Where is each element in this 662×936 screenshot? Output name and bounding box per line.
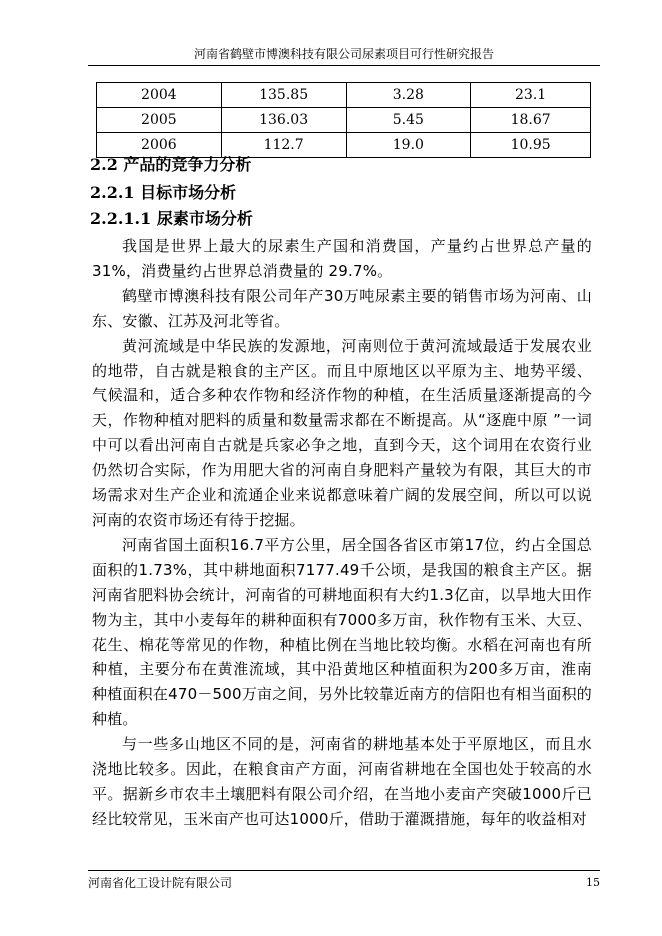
subsubsection-heading: 2.2.1.1 尿素市场分析 [90,209,253,228]
report-title: 河南省鹤壁市博澳科技有限公司尿素项目可行性研究报告 [193,47,494,61]
body-text [92,234,592,832]
table-cell: 112.7 [221,133,346,158]
paragraph: 鹤壁市博澳科技有限公司年产30万吨尿素主要的销售市场为河南、山东、安徽、江苏及河北等省。 [92,286,592,330]
paragraph: 我国是世界上最大的尿素生产国和消费国，产量约占世界总产量的 31%，消费量约占世界总消费量的 29.7%。 [92,237,592,280]
table-cell: 18.67 [471,108,591,133]
table-row [97,108,591,133]
table-cell: 19.0 [346,133,471,158]
section-heading: 2.2 产品的竞争力分析 [90,155,252,174]
page-footer [88,870,600,891]
table-cell: 2006 [97,133,222,158]
table-cell: 2004 [97,83,222,108]
table-cell: 23.1 [471,83,591,108]
subsection-heading: 2.2.1 目标市场分析 [90,183,237,202]
table-cell: 2005 [97,108,222,133]
table-cell: 10.95 [471,133,591,158]
table-cell: 136.03 [221,108,346,133]
paragraph: 黄河流域是中华民族的发源地，河南则位于黄河流域最适于发展农业的地带，自古就是粮食的主产区。而且中原地区以平原为主、地势平缓、气候温和，适合多种农作物和经济作物的种植，在生活质量逐渐提高的今天，作物种植对肥料的质量和数量需求都在不断提高。从“逐鹿中原 ”一词中可以看出河南自古就是兵家必争之地，直到今天，这个词用在农资行业仍然切合实际，作为用肥大省的河南自身肥料产量较为有限，其巨大的市场需求对生产企业和流通企业来说都意味着广阔的发展空间，所以可以说河南的农资市场还有待于挖掘。 [92,336,592,529]
paragraph: 与一些多山地区不同的是，河南省的耕地基本处于平原地区，而且水浇地比较多。因此，在粮食亩产方面，河南省耕地在全国也处于较高的水平。据新乡市农丰土壤肥料有限公司介绍，在当地小麦亩产突破1000斤已经比较常见，玉米亩产也可达1000斤，借助于灌溉措施，每年的收益相对 [92,735,592,828]
page-header [88,44,600,66]
page-number: 15 [586,876,600,889]
paragraph: 河南省国土面积16.7平方公里，居全国各省区市第17位，约占全国总面积的1.73%，其中耕地面积7177.49千公顷，是我国的粮食主产区。据河南省肥料协会统计，河南省的可耕地面积有大约1.3亿亩，以旱地大田作物为主，其中小麦每年的耕种面积有7000多万亩，秋作物有玉米、大豆、花生、棉花等常见的作物，种植比例在当地比较均衡。水稻在河南也有所种植，主要分布在黄淮流域，其中沿黄地区种植面积为200多万亩，淮南种植面积在470－500万亩之间，另外比较靠近南方的信阳也有相当面积的种植。 [92,535,592,729]
data-table [96,82,591,158]
table-cell: 135.85 [221,83,346,108]
table-row [97,83,591,108]
table-cell: 5.45 [346,108,471,133]
table-cell: 3.28 [346,83,471,108]
footer-organization: 河南省化工设计院有限公司 [88,876,233,890]
